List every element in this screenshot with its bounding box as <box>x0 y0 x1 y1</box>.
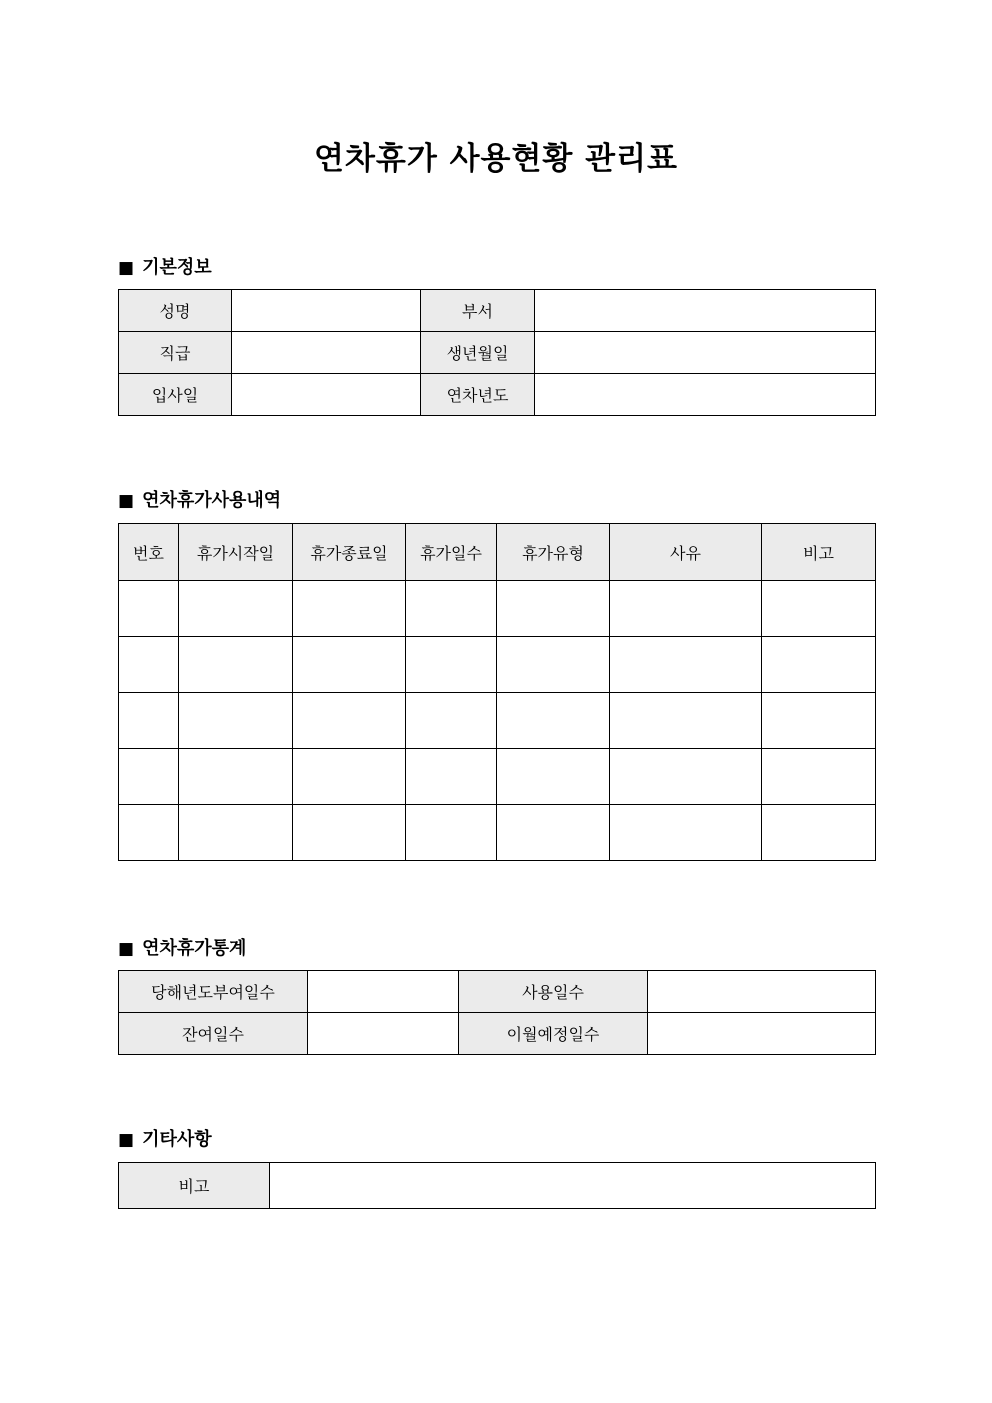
table-cell[interactable] <box>293 805 406 861</box>
square-bullet-icon: ■ <box>118 258 135 278</box>
birthdate-label: 생년월일 <box>421 332 535 374</box>
column-header-type: 휴가유형 <box>497 524 610 581</box>
section-title: 연차휴가사용내역 <box>142 490 282 511</box>
table-cell[interactable] <box>497 749 610 805</box>
used-days-field[interactable] <box>648 971 876 1013</box>
table-cell[interactable] <box>293 637 406 693</box>
position-field[interactable] <box>232 332 421 374</box>
leave-stats-table <box>118 970 876 1055</box>
table-cell[interactable] <box>762 805 876 861</box>
department-label: 부서 <box>421 290 535 332</box>
table-cell[interactable] <box>497 637 610 693</box>
square-bullet-icon: ■ <box>118 491 135 511</box>
page-title: 연차휴가 사용현황 관리표 <box>314 141 678 177</box>
column-header-number: 번호 <box>119 524 179 581</box>
remaining-days-field[interactable] <box>308 1013 459 1055</box>
remarks-field[interactable] <box>270 1163 876 1209</box>
table-cell[interactable] <box>406 805 497 861</box>
table-cell[interactable] <box>179 805 293 861</box>
column-header-days: 휴가일수 <box>406 524 497 581</box>
table-row <box>119 637 876 693</box>
basic-info-table <box>118 289 876 416</box>
table-cell[interactable] <box>406 581 497 637</box>
table-row <box>119 805 876 861</box>
table-cell[interactable] <box>119 581 179 637</box>
table-cell[interactable] <box>762 581 876 637</box>
carryover-days-field[interactable] <box>648 1013 876 1055</box>
section-title: 기타사항 <box>142 1129 212 1150</box>
granted-days-field[interactable] <box>308 971 459 1013</box>
table-cell[interactable] <box>497 693 610 749</box>
table-cell[interactable] <box>119 693 179 749</box>
table-cell[interactable] <box>179 693 293 749</box>
leave-year-label: 연차년도 <box>421 374 535 416</box>
table-cell[interactable] <box>293 749 406 805</box>
table-cell[interactable] <box>406 637 497 693</box>
carryover-days-label: 이월예정일수 <box>459 1013 648 1055</box>
table-cell[interactable] <box>497 805 610 861</box>
column-header-start-date: 휴가시작일 <box>179 524 293 581</box>
department-field[interactable] <box>535 290 876 332</box>
leave-usage-table <box>118 523 876 861</box>
section-heading-usage <box>118 486 281 512</box>
other-notes-table <box>118 1162 876 1209</box>
table-cell[interactable] <box>762 749 876 805</box>
hire-date-field[interactable] <box>232 374 421 416</box>
name-label: 성명 <box>119 290 232 332</box>
table-cell[interactable] <box>610 693 762 749</box>
position-label: 직급 <box>119 332 232 374</box>
table-row <box>119 693 876 749</box>
table-cell[interactable] <box>610 581 762 637</box>
table-cell[interactable] <box>762 693 876 749</box>
column-header-end-date: 휴가종료일 <box>293 524 406 581</box>
leave-year-field[interactable] <box>535 374 876 416</box>
table-cell[interactable] <box>406 749 497 805</box>
remarks-label: 비고 <box>119 1163 270 1209</box>
birthdate-field[interactable] <box>535 332 876 374</box>
table-cell[interactable] <box>179 749 293 805</box>
table-cell[interactable] <box>293 581 406 637</box>
used-days-label: 사용일수 <box>459 971 648 1013</box>
table-row <box>119 749 876 805</box>
remaining-days-label: 잔여일수 <box>119 1013 308 1055</box>
square-bullet-icon: ■ <box>118 939 135 959</box>
name-field[interactable] <box>232 290 421 332</box>
section-title: 연차휴가통계 <box>142 938 247 959</box>
square-bullet-icon: ■ <box>118 1130 135 1150</box>
table-cell[interactable] <box>610 805 762 861</box>
table-cell[interactable] <box>119 749 179 805</box>
table-cell[interactable] <box>293 693 406 749</box>
table-cell[interactable] <box>762 637 876 693</box>
granted-days-label: 당해년도부여일수 <box>119 971 308 1013</box>
table-cell[interactable] <box>179 581 293 637</box>
column-header-reason: 사유 <box>610 524 762 581</box>
table-cell[interactable] <box>179 637 293 693</box>
table-cell[interactable] <box>610 749 762 805</box>
hire-date-label: 입사일 <box>119 374 232 416</box>
table-cell[interactable] <box>610 637 762 693</box>
section-heading-etc <box>118 1125 212 1151</box>
table-row <box>119 581 876 637</box>
column-header-remarks: 비고 <box>762 524 876 581</box>
section-heading-stats <box>118 934 246 960</box>
table-cell[interactable] <box>119 805 179 861</box>
section-title: 기본정보 <box>142 257 212 278</box>
section-heading-basic <box>118 253 212 279</box>
table-cell[interactable] <box>119 637 179 693</box>
table-cell[interactable] <box>497 581 610 637</box>
table-cell[interactable] <box>406 693 497 749</box>
